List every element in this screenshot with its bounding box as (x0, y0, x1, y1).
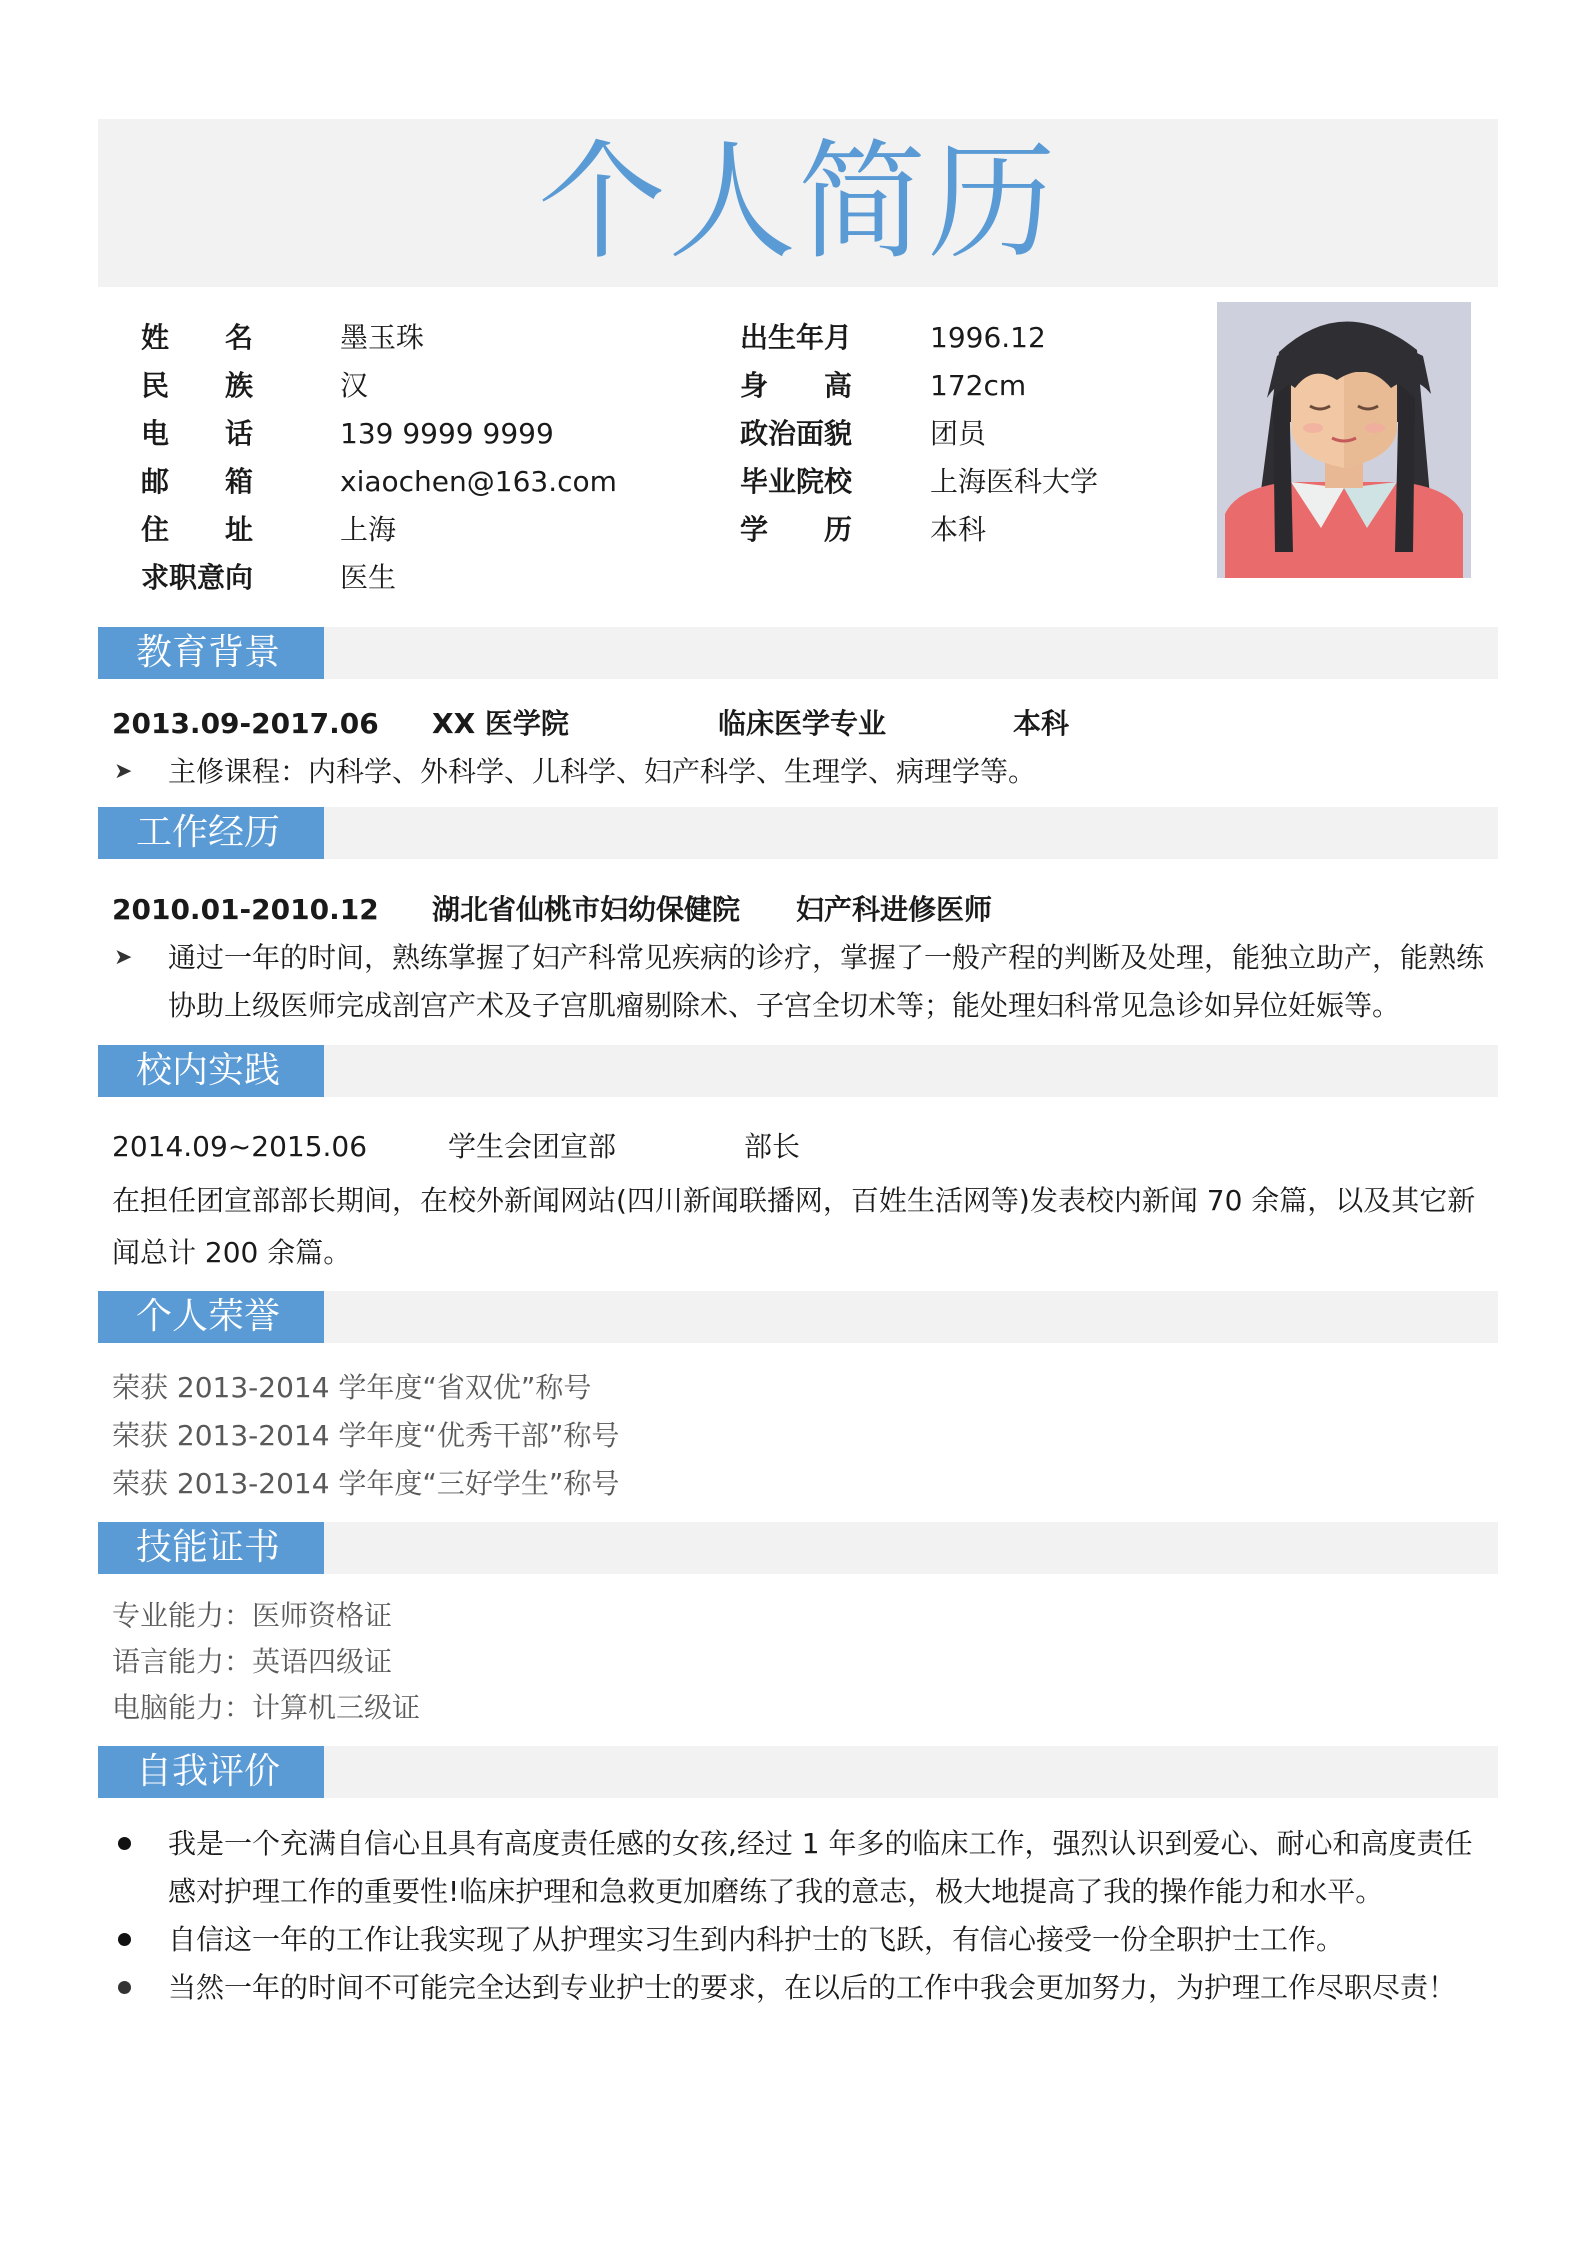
skill-item: 电脑能力：计算机三级证 (112, 1691, 421, 1724)
work-desc-line2: 协助上级医师完成剖宫产术及子宫肌瘤剔除术、子宫全切术等；能处理妇科常见急诊如异位妊娠等。 (168, 989, 1401, 1022)
honor-item: 荣获 2013-2014 学年度“三好学生”称号 (112, 1467, 620, 1500)
label-height-char-1: 身 (740, 369, 769, 402)
campus-heading: 校内实践 (98, 1045, 324, 1097)
work-role: 妇产科进修医师 (796, 893, 993, 926)
skill-item: 语言能力：英语四级证 (112, 1645, 393, 1678)
label-phone (141, 414, 253, 454)
value-ethnicity: 汉 (340, 369, 369, 402)
label-email (141, 462, 253, 502)
dot-bullet-icon (118, 1933, 131, 1946)
campus-desc-line2: 闻总计 200 余篇。 (112, 1236, 352, 1269)
education-period: 2013.09-2017.06 (112, 707, 379, 740)
label-height (740, 366, 852, 406)
honors-heading: 个人荣誉 (98, 1291, 324, 1343)
value-job-intent: 医生 (340, 561, 397, 594)
value-political: 团员 (930, 417, 987, 450)
label-address-char-2: 址 (224, 513, 253, 546)
label-height-char-2: 高 (823, 369, 852, 402)
campus-desc-line1: 在担任团宣部部长期间，在校外新闻网站(四川新闻联播网，百姓生活网等)发表校内新闻 70 余篇，以及其它新 (112, 1184, 1476, 1217)
value-email: xiaochen@163.com (340, 465, 617, 498)
skills-heading: 技能证书 (98, 1522, 324, 1574)
label-political: 政治面貌 (740, 417, 853, 450)
value-school: 上海医科大学 (930, 465, 1099, 498)
page-title: 个人简历 (537, 128, 1058, 277)
value-name: 墨玉珠 (340, 321, 425, 354)
label-birth: 出生年月 (740, 321, 853, 354)
education-heading: 教育背景 (98, 627, 324, 679)
label-address-char-1: 住 (141, 513, 170, 546)
campus-role: 部长 (744, 1130, 801, 1163)
label-job-intent: 求职意向 (141, 561, 254, 594)
dot-bullet-icon (118, 1837, 131, 1850)
avatar (1217, 302, 1471, 578)
education-school: XX 医学院 (432, 707, 569, 740)
label-email-char-1: 邮 (141, 465, 170, 498)
education-degree: 本科 (1013, 707, 1070, 740)
label-email-char-2: 箱 (224, 465, 253, 498)
label-phone-char-1: 电 (141, 417, 170, 450)
education-courses: 主修课程：内科学、外科学、儿科学、妇产科学、生理学、病理学等。 (168, 755, 1037, 788)
arrow-bullet-icon: ➤ (114, 759, 133, 784)
honor-item: 荣获 2013-2014 学年度“优秀干部”称号 (112, 1419, 620, 1452)
value-address: 上海 (340, 513, 397, 546)
label-address (141, 510, 253, 550)
work-desc-line1: 通过一年的时间，熟练掌握了妇产科常见疾病的诊疗，掌握了一般产程的判断及处理，能独立助产，能熟练 (168, 941, 1485, 974)
self-eval-item-2: 自信这一年的工作让我实现了从护理实习生到内科护士的飞跃，有信心接受一份全职护士工作。 (168, 1923, 1345, 1956)
work-period: 2010.01-2010.12 (112, 893, 379, 926)
value-height: 172cm (930, 369, 1027, 402)
label-school: 毕业院校 (740, 465, 853, 498)
value-birth: 1996.12 (930, 321, 1046, 354)
label-name-char-2: 名 (224, 321, 253, 354)
work-heading: 工作经历 (98, 807, 324, 859)
label-education-char-2: 历 (823, 513, 852, 546)
value-phone: 139 9999 9999 (340, 417, 554, 450)
label-phone-char-2: 话 (224, 417, 253, 450)
label-name-char-1: 姓 (141, 321, 170, 354)
honor-item: 荣获 2013-2014 学年度“省双优”称号 (112, 1371, 592, 1404)
self-eval-item-3: 当然一年的时间不可能完全达到专业护士的要求，在以后的工作中我会更加努力，为护理工作尽职尽责！ (168, 1971, 1457, 2004)
value-education: 本科 (930, 513, 987, 546)
campus-org: 学生会团宣部 (448, 1130, 617, 1163)
label-ethnicity (141, 366, 253, 406)
avatar-illustration (1217, 302, 1471, 578)
label-name (141, 318, 253, 358)
self-eval-item-1-line2: 感对护理工作的重要性!临床护理和急救更加磨练了我的意志，极大地提高了我的操作能力和水平。 (168, 1875, 1384, 1908)
label-education (740, 510, 852, 550)
skill-item: 专业能力：医师资格证 (112, 1599, 393, 1632)
label-education-char-1: 学 (740, 513, 769, 546)
label-ethnicity-char-2: 族 (224, 369, 253, 402)
self-eval-heading: 自我评价 (98, 1746, 324, 1798)
self-eval-item-1-line1: 我是一个充满自信心且具有高度责任感的女孩,经过 1 年多的临床工作，强烈认识到爱心、耐心和高度责任 (168, 1827, 1473, 1860)
arrow-bullet-icon: ➤ (114, 945, 133, 970)
campus-period: 2014.09~2015.06 (112, 1130, 368, 1163)
work-org: 湖北省仙桃市妇幼保健院 (432, 893, 741, 926)
label-ethnicity-char-1: 民 (141, 369, 170, 402)
education-major: 临床医学专业 (718, 707, 887, 740)
dot-bullet-icon (118, 1981, 131, 1994)
